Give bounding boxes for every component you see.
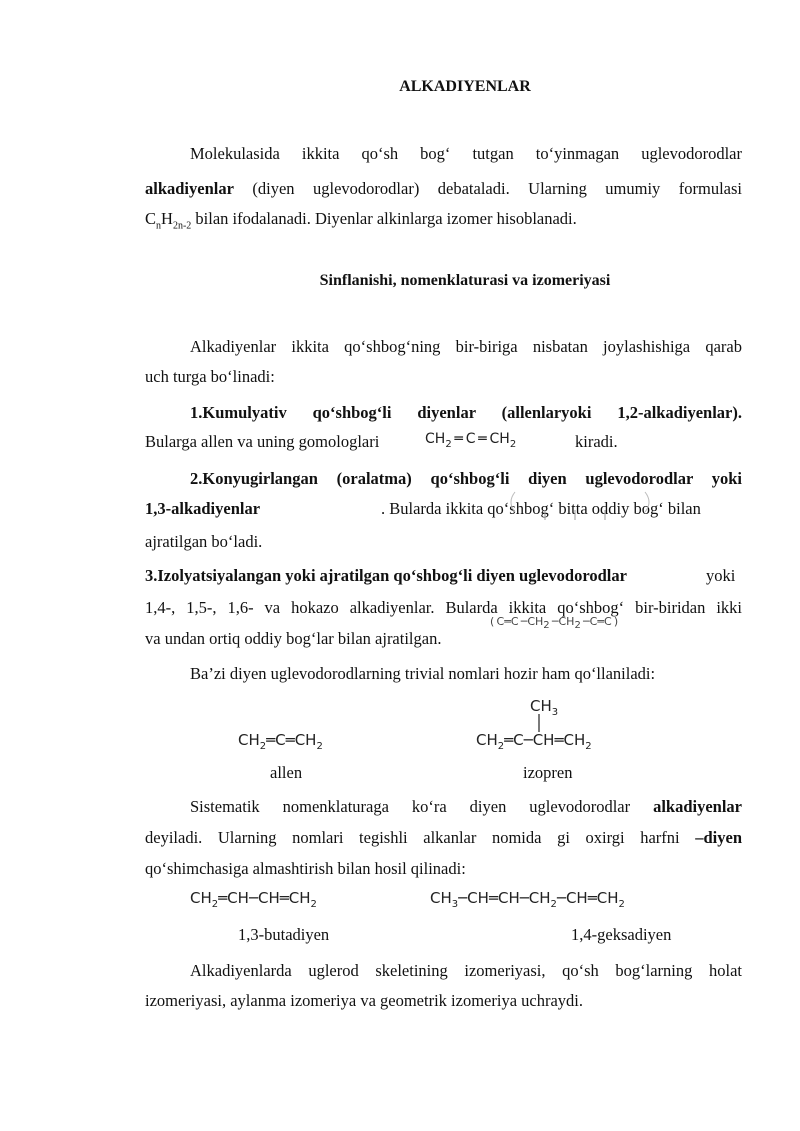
isolated-bond-sketch: ( C═C $─CH_2$ $─CH_2$ ─C═C ): [490, 615, 619, 632]
item-1-bold: 1.Kumulyativ qo‘shbog‘li diyenlar (allenlaryoki 1,2-alkadiyenlar).: [190, 403, 742, 422]
item-2-line-2-rest: . Bularda ikkita qo‘shbog‘ bitta oddiy bog‘ bilan: [381, 499, 701, 518]
formula-c: C: [145, 209, 157, 228]
geksadiyen-caption: 1,4-geksadiyen: [571, 925, 672, 944]
item-2-line-3: ajratilgan bo‘ladi.: [145, 532, 263, 551]
item-1-line-2-a: Bularga allen va uning gomologlari: [145, 432, 380, 451]
butadiyen-caption: 1,3-butadiyen: [238, 925, 330, 944]
item-3-bold: 3.Izolyatsiyalangan yoki ajratilgan qo‘shbog‘li diyen uglevodorodlar: [145, 566, 627, 585]
butadiyen-formula: $CH_2═CH─CH═CH_2$: [190, 889, 317, 910]
izopren-methyl: $CH_3$: [530, 697, 559, 718]
intro-line-1: Molekulasida ikkita qo‘sh bog‘ tutgan to‘yinmagan uglevodorodlar: [190, 144, 742, 163]
classification-intro-2: uch turga bo‘linadi:: [145, 367, 275, 386]
item-3-heading: [145, 566, 627, 586]
isomerism-line-1: Alkadiyenlarda uglerod skeletining izomeriyasi, qo‘sh bog‘larning holat: [190, 961, 742, 980]
term-alkadiyenlar: alkadiyenlar: [145, 179, 234, 198]
item-2-line-2-bold: 1,3-alkadiyenlar: [145, 499, 261, 518]
intro-line-2: [145, 178, 742, 200]
izopren-caption: izopren: [523, 763, 573, 782]
page-title: ALKADIYENLAR: [399, 78, 531, 95]
izopren-formula: $CH_2═C─CH═CH_2$: [476, 731, 592, 752]
item-2-heading: [145, 468, 742, 490]
section-subtitle: Sinflanishi, nomenklaturasi va izomeriyasi: [319, 272, 611, 289]
allen-caption: allen: [270, 763, 303, 782]
intro-line-3-rest: bilan ifodalanadi. Diyenlar alkinlarga izomer hisoblanadi.: [191, 209, 577, 228]
item-1-line-2-b: kiradi.: [575, 432, 618, 451]
intro-line-2-rest: (diyen uglevodorodlar) debataladi. Ularning umumiy formulasi: [233, 179, 742, 198]
allen-formula: $CH_2═C═CH_2$: [238, 731, 323, 752]
isomerism-line-2: izomeriyasi, aylanma izomeriya va geometrik izomeriya uchraydi.: [145, 991, 583, 1010]
formula-n: n: [156, 220, 162, 232]
nomenclature-line-1: Sistematik nomenklaturaga ko‘ra diyen uglevodorodlar alkadiyenlar: [190, 797, 742, 816]
conjugated-bond-sketch: [505, 490, 655, 522]
izopren-branch-bond: [536, 714, 542, 732]
nomenclature-line-2: deyiladi. Ularning nomlari tegishli alkanlar nomida gi oxirgi harfni –diyen: [145, 828, 742, 847]
classification-intro-1: Alkadiyenlar ikkita qo‘shbog‘ning bir-biriga nisbatan joylashishiga qarab: [190, 337, 742, 356]
nomenclature-line-3: qo‘shimchasiga almashtirish bilan hosil qilinadi:: [145, 859, 466, 878]
intro-line-3: [145, 208, 742, 237]
geksadiyen-formula: $CH_3─CH═CH─CH_2─CH═CH_2$: [430, 889, 625, 910]
formula-sub: 2n-2: [172, 220, 192, 232]
item-1-heading: [145, 402, 742, 424]
formula-h: H: [161, 209, 173, 228]
allen-inline-formula: $CH_2$ ═ C ═ $CH_2$: [425, 431, 517, 450]
item-3-line-2: 1,4-, 1,5-, 1,6- va hokazo alkadiyenlar. Bularda ikkita qo‘shbog‘ bir-biridan ikki: [145, 598, 742, 617]
item-3-line-3: va undan ortiq oddiy bog‘lar bilan ajratilgan.: [145, 629, 442, 648]
item-3-line-1-rest: yoki: [706, 566, 736, 585]
trivial-text: Ba’zi diyen uglevodorodlarning trivial nomlari hozir ham qo‘llaniladi:: [190, 664, 656, 683]
item-2-bold: 2.Konyugirlangan (oralatma) qo‘shbog‘li diyen uglevodorodlar yoki: [190, 469, 742, 488]
